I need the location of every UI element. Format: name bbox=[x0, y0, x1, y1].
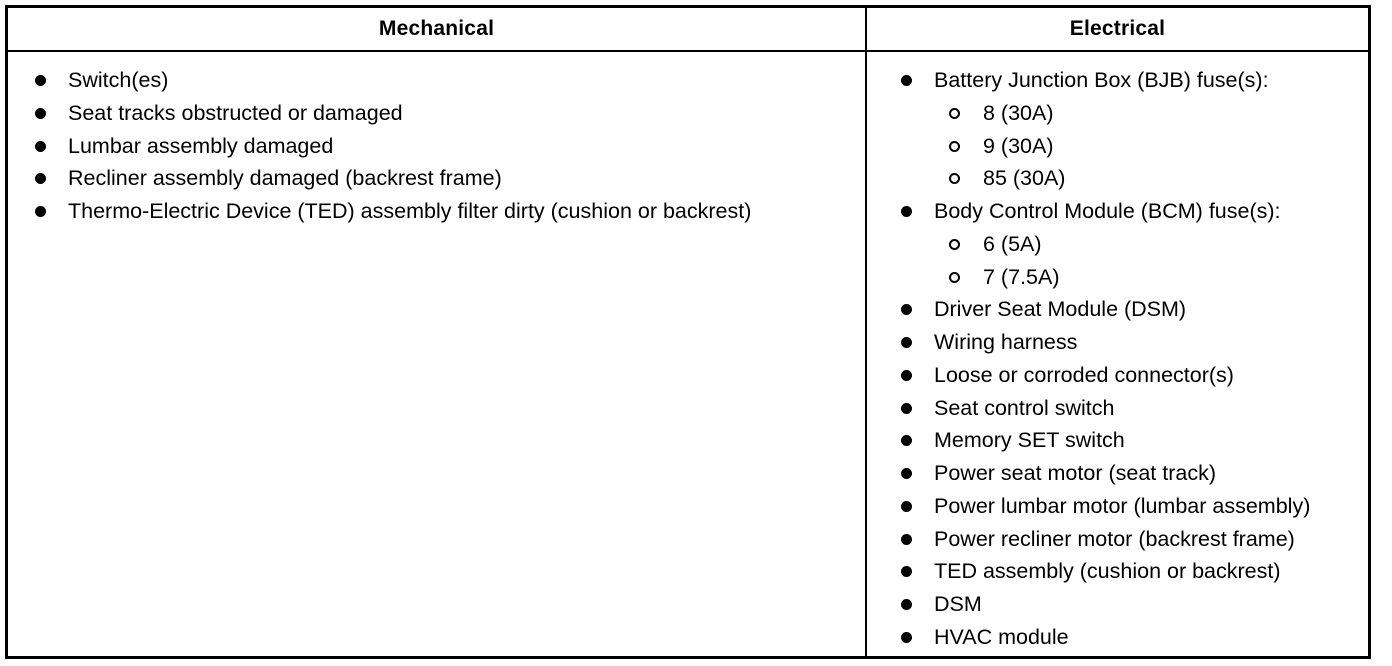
list-item-text: Switch(es) bbox=[68, 68, 169, 92]
list-item-text: Body Control Module (BCM) fuse(s): bbox=[934, 199, 1281, 223]
list-item-text: 85 (30A) bbox=[983, 166, 1066, 191]
sub-list-item bbox=[898, 130, 1368, 163]
electrical-column bbox=[867, 8, 1368, 656]
bullet-icon bbox=[35, 206, 46, 217]
list-item bbox=[898, 588, 1368, 621]
bullet-icon bbox=[35, 141, 46, 152]
list-item-text: DSM bbox=[934, 592, 982, 616]
bullet-icon bbox=[35, 108, 46, 119]
bullet-icon bbox=[35, 173, 46, 184]
electrical-header: Electrical bbox=[867, 8, 1368, 52]
list-item bbox=[32, 130, 865, 163]
list-item-text: 9 (30A) bbox=[983, 133, 1054, 158]
list-item bbox=[898, 326, 1368, 359]
list-item-text: Power recliner motor (backrest frame) bbox=[934, 526, 1295, 551]
bullet-icon bbox=[901, 501, 912, 512]
list-item-text: HVAC module bbox=[934, 624, 1069, 649]
list-item-text: 7 (7.5A) bbox=[983, 264, 1060, 289]
list-item-text: Power seat motor (seat track) bbox=[934, 461, 1216, 485]
list-item bbox=[898, 523, 1368, 556]
list-item-text: Driver Seat Module (DSM) bbox=[934, 297, 1187, 322]
bullet-icon bbox=[901, 370, 912, 381]
list-item-text: 6 (5A) bbox=[983, 231, 1042, 256]
mechanical-column bbox=[8, 8, 867, 656]
sub-list-item bbox=[898, 97, 1368, 130]
list-item bbox=[898, 64, 1368, 97]
sub-list-item bbox=[898, 261, 1368, 294]
list-item bbox=[32, 162, 865, 195]
bullet-icon bbox=[901, 599, 912, 610]
list-item-text: 8 (30A) bbox=[983, 100, 1054, 125]
list-item bbox=[898, 392, 1368, 425]
symptom-table bbox=[5, 5, 1371, 659]
bullet-icon bbox=[901, 75, 912, 86]
list-item-text: Lumbar assembly damaged bbox=[68, 133, 334, 158]
hollow-bullet-icon bbox=[949, 272, 960, 283]
bullet-icon bbox=[901, 403, 912, 414]
list-item bbox=[898, 621, 1368, 654]
hollow-bullet-icon bbox=[949, 141, 960, 152]
hollow-bullet-icon bbox=[949, 239, 960, 250]
list-item-text: Wiring harness bbox=[934, 330, 1078, 354]
hollow-bullet-icon bbox=[949, 173, 960, 184]
list-item bbox=[898, 359, 1368, 392]
bullet-icon bbox=[901, 337, 912, 348]
list-item-text: Power lumbar motor (lumbar assembly) bbox=[934, 493, 1311, 518]
list-item bbox=[898, 195, 1368, 228]
bullet-icon bbox=[901, 206, 912, 217]
list-item-text: Loose or corroded connector(s) bbox=[934, 362, 1234, 387]
list-item bbox=[898, 424, 1368, 457]
hollow-bullet-icon bbox=[949, 108, 960, 119]
list-item bbox=[32, 195, 865, 228]
mechanical-list bbox=[32, 64, 865, 228]
mechanical-header: Mechanical bbox=[8, 8, 865, 52]
bullet-icon bbox=[901, 534, 912, 545]
bullet-icon bbox=[901, 304, 912, 315]
list-item bbox=[898, 457, 1368, 490]
list-item-text: Seat tracks obstructed or damaged bbox=[68, 100, 403, 125]
sub-list-item bbox=[898, 162, 1368, 195]
list-item-text: Memory SET switch bbox=[934, 428, 1125, 453]
list-item-text: Recliner assembly damaged (backrest frame) bbox=[68, 166, 502, 191]
list-item-text: TED assembly (cushion or backrest) bbox=[934, 559, 1281, 584]
bullet-icon bbox=[901, 632, 912, 643]
electrical-list bbox=[898, 64, 1368, 654]
list-item-text: Thermo-Electric Device (TED) assembly filter dirty (cushion or backrest) bbox=[68, 199, 752, 223]
list-item bbox=[898, 490, 1368, 523]
list-item bbox=[32, 97, 865, 130]
bullet-icon bbox=[901, 468, 912, 479]
list-item bbox=[32, 64, 865, 97]
bullet-icon bbox=[901, 435, 912, 446]
list-item-text: Battery Junction Box (BJB) fuse(s): bbox=[934, 68, 1269, 92]
list-item bbox=[898, 293, 1368, 326]
list-item-text: Seat control switch bbox=[934, 395, 1115, 420]
bullet-icon bbox=[35, 75, 46, 86]
bullet-icon bbox=[901, 566, 912, 577]
sub-list-item bbox=[898, 228, 1368, 261]
list-item bbox=[898, 555, 1368, 588]
